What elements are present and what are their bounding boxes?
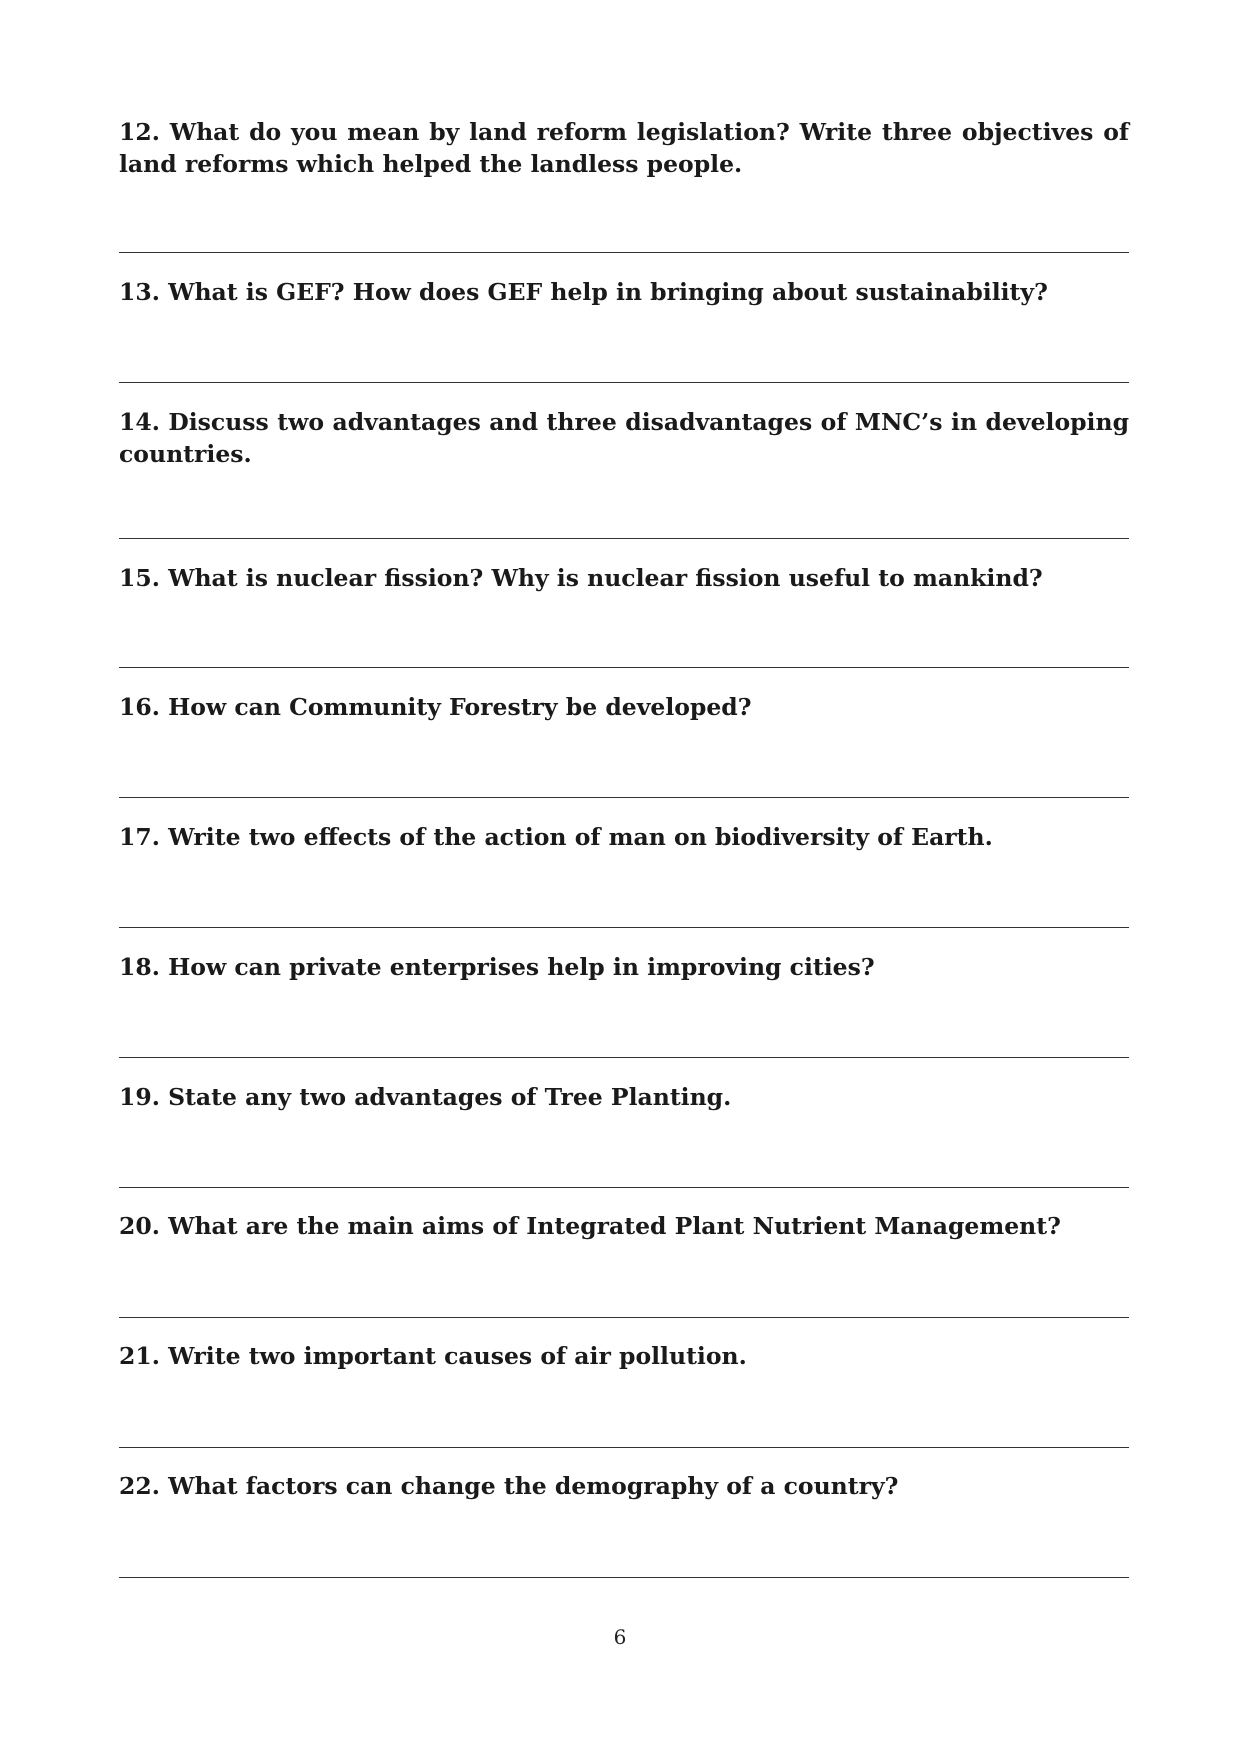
question-20: 20. What are the main aims of Integrated Plant Nutrient Management?	[119, 1212, 1061, 1240]
answer-divider-14	[119, 538, 1129, 539]
question-19: 19. State any two advantages of Tree Planting.	[119, 1083, 732, 1111]
answer-divider-18	[119, 1057, 1129, 1058]
question-14: 14. Discuss two advantages and three disadvantages of MNC’s in developing countries.	[119, 408, 1129, 468]
answer-divider-16	[119, 797, 1129, 798]
answer-divider-21	[119, 1447, 1129, 1448]
question-18: 18. How can private enterprises help in improving cities?	[119, 953, 875, 981]
answer-divider-12	[119, 252, 1129, 253]
answer-divider-20	[119, 1317, 1129, 1318]
question-15: 15. What is nuclear fission? Why is nuclear fission useful to mankind?	[119, 564, 1043, 592]
question-12: 12. What do you mean by land reform legislation? Write three objectives of land reforms which helped the landless people.	[119, 118, 1129, 178]
answer-divider-15	[119, 667, 1129, 668]
question-16: 16. How can Community Forestry be developed?	[119, 693, 752, 721]
question-17: 17. Write two effects of the action of man on biodiversity of Earth.	[119, 823, 993, 851]
page-number: 6	[613, 1625, 627, 1649]
question-21: 21. Write two important causes of air pollution.	[119, 1342, 747, 1370]
answer-divider-19	[119, 1187, 1129, 1188]
question-22: 22. What factors can change the demography of a country?	[119, 1472, 899, 1500]
answer-divider-17	[119, 927, 1129, 928]
question-13: 13. What is GEF? How does GEF help in bringing about sustainability?	[119, 278, 1048, 306]
answer-divider-22	[119, 1577, 1129, 1578]
answer-divider-13	[119, 382, 1129, 383]
